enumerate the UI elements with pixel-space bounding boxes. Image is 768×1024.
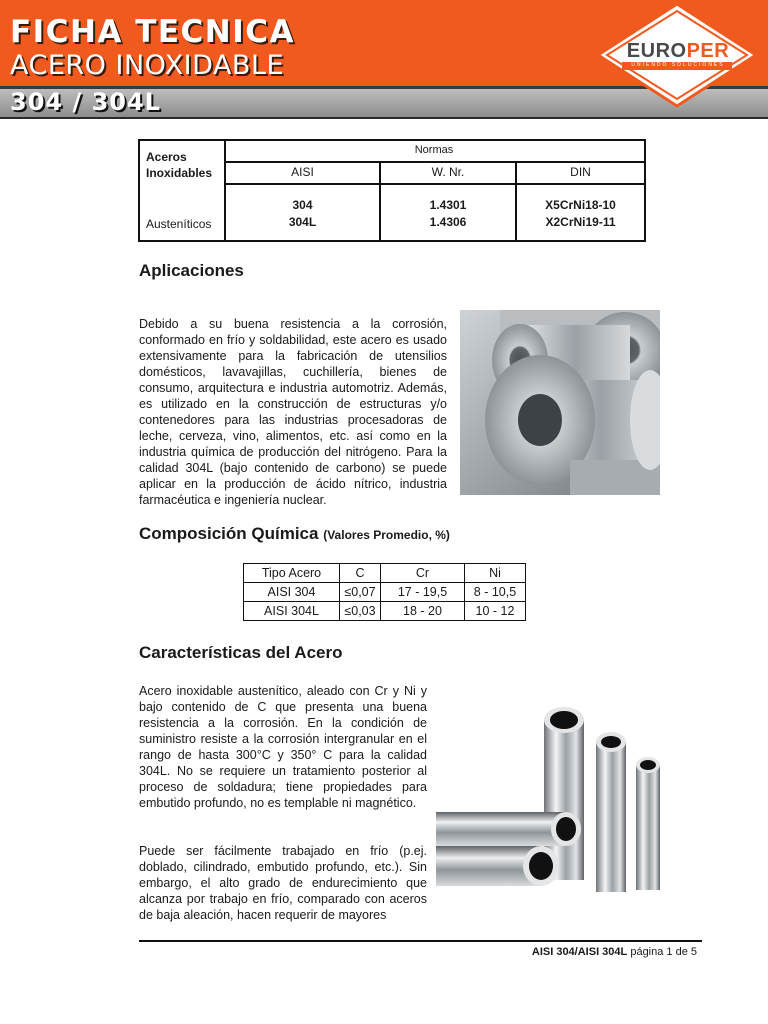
row-header-line2: Inoxidables [146,166,213,180]
normas-group-header: Normas [414,144,454,156]
table-cell: ≤0,03 [340,602,381,621]
heading-aplicaciones: Aplicaciones [139,261,244,280]
table-cell: 10 - 12 [465,602,526,621]
table-cell: 17 - 19,5 [381,583,465,602]
footer-divider [139,940,702,942]
footer-doc-ref: AISI 304/AISI 304L [531,946,628,958]
heading-composicion [139,524,450,544]
row-header-line1: Aceros [146,150,187,164]
header-subtitle: ACERO INOXIDABLE [10,50,285,81]
table-cell: ≤0,07 [340,583,381,602]
col-header-ni: Ni [465,564,526,583]
table-cell: AISI 304L [244,602,340,621]
caracteristicas-text-2: Puede ser fácilmente trabajado en frío (p.ej. doblado, cilindrado, embutido profundo, etc.). Sin embargo, el alto grado de endurecimiento que alcanza por trabajo en frío, comparado con aceros de baja aleación, hacen requerir de mayores [139,844,427,922]
aisi-304: 304 [292,198,313,212]
row-label-austeniticos: Austeníticos [146,217,212,231]
wnr-1-4301: 1.4301 [429,198,467,212]
col-header-cr: Cr [381,564,465,583]
table-row [244,564,526,583]
table-row [244,602,526,621]
din-x5crni18-10: X5CrNi18-10 [545,198,616,212]
logo-tagline: UNIENDO SOLUCIONES [631,62,725,68]
table-cell: AISI 304 [244,583,340,602]
stainless-tubes-image [436,700,666,910]
din-values [517,197,644,231]
col-header-tipo-acero: Tipo Acero [244,564,340,583]
din-x2crni19-11: X2CrNi19-11 [545,215,616,229]
aisi-304l: 304L [288,215,317,229]
heading-caracteristicas: Características del Acero [139,643,343,662]
logo-text-per: PER [686,40,730,62]
page-footer [420,946,697,958]
wnr-1-4306: 1.4306 [429,215,467,229]
col-header-din: DIN [570,165,591,179]
page-number: página 1 de 5 [630,946,697,958]
table-row [244,583,526,602]
row-header [146,149,212,181]
table-cell: 8 - 10,5 [465,583,526,602]
wnr-values [381,197,515,231]
composicion-note: (Valores Promedio, %) [323,528,450,542]
steel-grade-title: 304 / 304L [10,88,161,116]
logo-wordmark [622,40,734,63]
aplicaciones-text: Debido a su buena resistencia a la corrosión, conformado en frío y soldabilidad, este acero es usado extensivamente para la fabricación de utensilios domésticos, lavavajillas, cuchillería, bienes de consumo, arquitectura e industria automotriz. Además, es utilizado en la construcción de estructuras y/o contenedores para las industrias procesadoras de leche, cerveza, vino, alimentos, etc. así como en la industria química de producción del nitrógeno. Para la calidad 304L (bajo contenido de carbono) se puede aplicar en la producción de ácido nítrico, industria farmacéutica e ingeniería nuclear. [139,317,447,507]
steel-coils-image [460,310,660,495]
composicion-title: Composición Química [139,524,319,543]
composition-table [243,563,526,621]
col-header-aisi: AISI [291,165,314,179]
header-title: FICHA TECNICA [10,14,295,50]
col-header-wnr: W. Nr. [431,165,465,179]
col-header-c: C [340,564,381,583]
caracteristicas-text-1: Acero inoxidable austenítico, aleado con Cr y Ni y bajo contenido de C que presenta una buena resistencia a la corrosión. En la condición de suministro resiste a la corrosión intergranular en el rango de hasta 300°C y 350° C para la calidad 304L. No se requiere un tratamiento posterior al proceso de soldadura; tiene propiedades para embutido profundo, no es templable ni magnético. [139,684,427,810]
normas-table [138,139,646,242]
logo-text-euro: EURO [626,40,687,62]
aisi-values [226,197,379,231]
table-cell: 18 - 20 [381,602,465,621]
